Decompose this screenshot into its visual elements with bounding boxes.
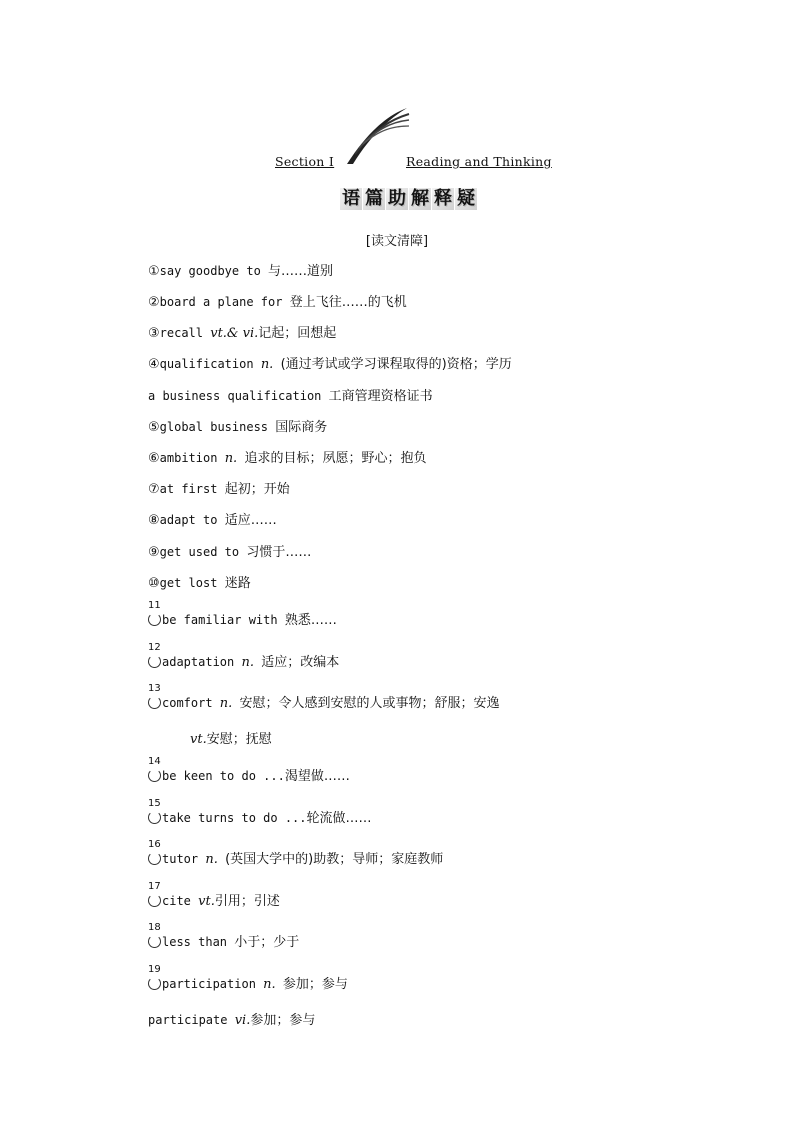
list-item xyxy=(148,683,500,711)
item-english: adaptation xyxy=(162,655,242,669)
item-english: adapt to xyxy=(159,513,225,527)
item-chinese: 与……道别 xyxy=(268,264,334,279)
item-english: ambition xyxy=(159,451,225,465)
item-english: say goodbye to xyxy=(159,264,269,278)
list-item xyxy=(148,600,337,628)
item-number: ⑧ xyxy=(148,513,160,528)
item-number xyxy=(148,922,162,948)
list-item xyxy=(148,353,512,372)
item-chinese: 登上飞往……的飞机 xyxy=(289,295,407,310)
item-chinese: 适应；改编本 xyxy=(261,655,340,670)
item-number xyxy=(148,756,162,782)
item-number-text: 14 xyxy=(148,756,161,767)
item-number: ③ xyxy=(148,326,160,341)
item-number xyxy=(148,600,162,626)
item-pos: vt. xyxy=(190,732,207,747)
item-pos: vt. xyxy=(198,894,215,909)
item-english: be keen to do ... xyxy=(162,769,285,783)
list-item xyxy=(148,756,350,784)
item-english: participate xyxy=(148,1013,235,1027)
item-number-text: 15 xyxy=(148,798,161,809)
item-pos: n. xyxy=(263,977,276,992)
item-number: ⑦ xyxy=(148,482,160,497)
item-number: ② xyxy=(148,295,160,310)
item-english: global business xyxy=(159,420,276,434)
item-number: ⑥ xyxy=(148,451,160,466)
list-item xyxy=(148,839,444,867)
item-english: be familiar with xyxy=(162,613,285,627)
item-number xyxy=(148,881,162,907)
circle-mark-icon xyxy=(148,935,161,948)
list-item xyxy=(148,509,277,528)
item-english: get lost xyxy=(159,576,225,590)
list-item xyxy=(148,922,300,950)
section-title: Reading and Thinking xyxy=(406,154,552,169)
item-chinese: 工商管理资格证书 xyxy=(328,389,433,404)
item-english: recall xyxy=(159,326,211,340)
item-english: tutor xyxy=(162,852,206,866)
item-number-text: 13 xyxy=(148,683,161,694)
item-number xyxy=(148,683,162,709)
item-pos: vi. xyxy=(234,1013,251,1028)
circle-mark-icon xyxy=(148,613,161,626)
item-chinese: 熟悉…… xyxy=(284,613,337,628)
banner-char: 语 xyxy=(342,188,360,209)
circle-mark-icon xyxy=(148,852,161,865)
item-number-text: 19 xyxy=(148,964,161,975)
item-pos: n. xyxy=(260,357,274,372)
banner-char: 助 xyxy=(388,188,406,209)
item-chinese: 起初；开始 xyxy=(224,482,290,497)
item-number-text: 11 xyxy=(148,600,161,611)
item-english: qualification xyxy=(159,357,261,371)
list-item xyxy=(148,642,340,670)
item-number xyxy=(148,839,162,865)
circle-mark-icon xyxy=(148,894,161,907)
subheading: [读文清障] xyxy=(365,234,429,249)
list-item xyxy=(148,1009,315,1028)
list-item xyxy=(148,541,311,560)
item-number-text: 12 xyxy=(148,642,161,653)
item-chinese: 参加；参与 xyxy=(282,977,348,992)
list-item xyxy=(148,572,251,591)
item-english: a business qualification xyxy=(148,389,329,403)
item-chinese: 安慰；令人感到安慰的人或事物；舒服；安逸 xyxy=(239,696,500,711)
list-item xyxy=(148,478,290,497)
item-number: ⑤ xyxy=(148,420,160,435)
list-item xyxy=(190,728,272,747)
item-chinese: 迷路 xyxy=(224,576,251,591)
item-chinese: 渴望做…… xyxy=(284,769,350,784)
list-item xyxy=(148,260,333,279)
item-chinese: (英国大学中的)助教；导师；家庭教师 xyxy=(225,852,444,867)
item-pos: n. xyxy=(224,451,238,466)
item-english: less than xyxy=(162,935,235,949)
list-item xyxy=(148,385,433,404)
item-number xyxy=(148,642,162,668)
item-chinese: 轮流做…… xyxy=(306,811,372,826)
list-item xyxy=(148,416,327,435)
item-pos: n. xyxy=(205,852,218,867)
swoosh-decoration-icon xyxy=(345,106,411,166)
item-chinese: 小于；少于 xyxy=(234,935,300,950)
item-chinese: 习惯于…… xyxy=(246,545,312,560)
section-number: Section Ⅰ xyxy=(275,154,335,169)
list-item xyxy=(148,881,280,909)
section-header xyxy=(0,104,794,174)
list-item xyxy=(148,964,348,992)
item-english: board a plane for xyxy=(159,295,290,309)
item-chinese: 参加；参与 xyxy=(250,1013,316,1028)
item-number-text: 17 xyxy=(148,881,161,892)
item-chinese: 引用；引述 xyxy=(214,894,280,909)
item-chinese: 国际商务 xyxy=(275,420,328,435)
item-english: cite xyxy=(162,894,199,908)
item-number xyxy=(148,964,162,990)
banner-char: 释 xyxy=(434,188,452,209)
list-item xyxy=(148,798,372,826)
item-english: comfort xyxy=(162,696,220,710)
list-item xyxy=(148,447,426,466)
item-chinese: (通过考试或学习课程取得的)资格；学历 xyxy=(280,357,512,372)
banner-char: 疑 xyxy=(457,188,475,209)
item-english: get used to xyxy=(159,545,247,559)
item-number: ⑨ xyxy=(148,545,160,560)
list-item xyxy=(148,291,407,310)
item-chinese: 安慰；抚慰 xyxy=(206,732,272,747)
banner-char: 解 xyxy=(411,188,429,209)
item-pos: n. xyxy=(219,696,233,711)
banner-char: 篇 xyxy=(365,188,383,209)
circle-mark-icon xyxy=(148,769,161,782)
item-number: ⑩ xyxy=(148,576,160,591)
item-chinese: 记起；回想起 xyxy=(258,326,337,341)
circle-mark-icon xyxy=(148,977,161,990)
item-english: at first xyxy=(159,482,225,496)
circle-mark-icon xyxy=(148,811,161,824)
item-number-text: 18 xyxy=(148,922,161,933)
banner-title xyxy=(340,188,477,214)
item-number: ① xyxy=(148,264,160,279)
item-number-text: 16 xyxy=(148,839,161,850)
item-number xyxy=(148,798,162,824)
item-english: take turns to do ... xyxy=(162,811,307,825)
item-pos: vt.& vi. xyxy=(210,326,259,341)
list-item xyxy=(148,322,336,341)
circle-mark-icon xyxy=(148,655,161,668)
item-english: participation xyxy=(162,977,264,991)
item-pos: n. xyxy=(241,655,254,670)
item-number: ④ xyxy=(148,357,160,372)
circle-mark-icon xyxy=(148,696,161,709)
item-chinese: 适应…… xyxy=(224,513,277,528)
item-chinese: 追求的目标；夙愿；野心；抱负 xyxy=(244,451,427,466)
